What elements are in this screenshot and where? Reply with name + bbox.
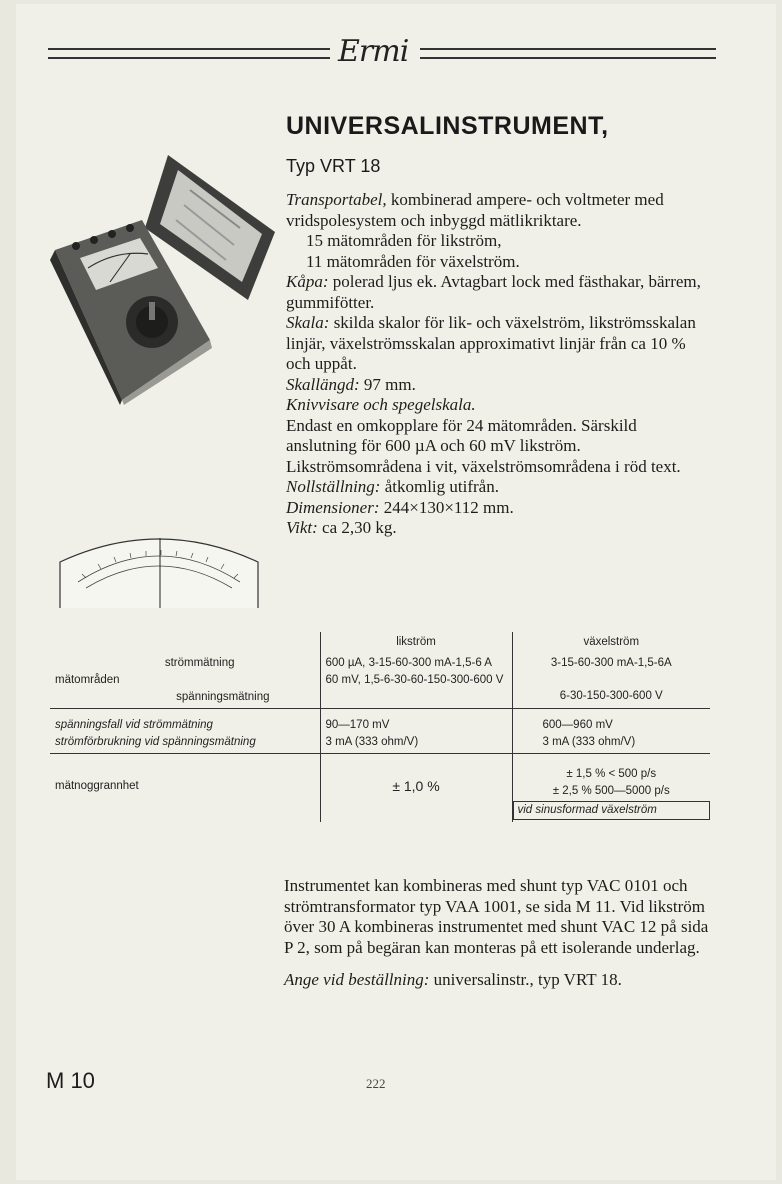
desc-line: Transportabel, kombinerad ampere- och voltmeter med vridspolesystem och inbyggd mätlikriktare. (286, 190, 664, 230)
label-strommatning: strömmätning (164, 657, 235, 669)
desc-line: Dimensioner: 244×130×112 mm. (286, 497, 514, 517)
label-matomraden: mätområden (55, 674, 120, 686)
page-title: UNIVERSALINSTRUMENT, (286, 112, 609, 140)
row-label-noggrannhet: mätnoggrannhet (50, 754, 320, 823)
desc-line: Nollställning: åtkomlig utifrån. (286, 477, 499, 496)
desc-line: Knivvisare och spegelskala. (286, 395, 476, 414)
ermi-logo: Ermi (338, 34, 409, 69)
desc-line: Skallängd: 97 mm. (286, 374, 416, 394)
desc-line: Endast en omkopplare för 24 mätområden. Särskild anslutning för 600 µA och 60 mV likström. Likströmsområdena i vit, växelströmsområdena i röd text. (286, 415, 681, 476)
header-rule-left (48, 48, 330, 59)
order-line: Ange vid beställning: universalinstr., typ VRT 18. (284, 970, 622, 989)
header-rule-right (420, 48, 716, 59)
cell-matomraden-vax: 3-15-60-300 mA-1,5-6A 6-30-150-300-600 V (512, 653, 710, 709)
instrument-photo (50, 150, 290, 405)
cell-noggrannhet-lik: ± 1,0 % (320, 754, 512, 823)
scale-drawing (56, 530, 262, 610)
desc-line: Skala: skilda skalor för lik- och växelström, likströmsskalan linjär, växelströmsskalan approximativt linjär från ca 10 % och uppåt. (286, 313, 696, 373)
page-number: 222 (366, 1076, 386, 1091)
bottom-text (284, 876, 712, 1003)
cell-matomraden-lik: 600 µA, 3-15-60-300 mA-1,5-6 A 60 mV, 1,5-6-30-60-150-300-600 V (320, 653, 512, 709)
cell-forbrukning-lik: 90—170 mV 3 mA (333 ohm/V) (320, 709, 512, 754)
combination-paragraph: Instrumentet kan kombineras med shunt typ VAC 0101 och strömtransformator typ VAA 1001, se sida M 11. Vid likström över 30 A kombineras instrumentet med shunt VAC 12 på sida P 2, som på begäran kan monteras på ett isolerande underlag. (284, 876, 709, 957)
cell-forbrukning-vax: 600—960 mV 3 mA (333 ohm/V) (512, 709, 710, 754)
desc-line: Vikt: ca 2,30 kg. (286, 518, 397, 537)
col-header-likstrom: likström (320, 632, 512, 653)
col-header-vaxelstrom: växelström (512, 632, 710, 653)
description (286, 190, 711, 539)
spec-table (50, 632, 710, 822)
cell-noggrannhet-vax: ± 1,5 % < 500 p/s ± 2,5 % 500—5000 p/s vid sinusformad växelström (512, 754, 710, 823)
desc-line: 15 mätområden för likström, (306, 231, 502, 250)
desc-line: 11 mätområden för växelström. (306, 251, 520, 271)
desc-line: Kåpa: polerad ljus ek. Avtagbart lock med fästhakar, bärrem, gummifötter. (286, 272, 701, 312)
section-code: M 10 (46, 1068, 95, 1093)
page-subtitle: Typ VRT 18 (286, 156, 381, 176)
row-label-forbrukning: spänningsfall vid strömmätning strömförbrukning vid spänningsmätning (50, 709, 320, 754)
label-spanningsmatning: spänningsmätning (176, 691, 270, 703)
row-label-matomraden (50, 653, 320, 709)
